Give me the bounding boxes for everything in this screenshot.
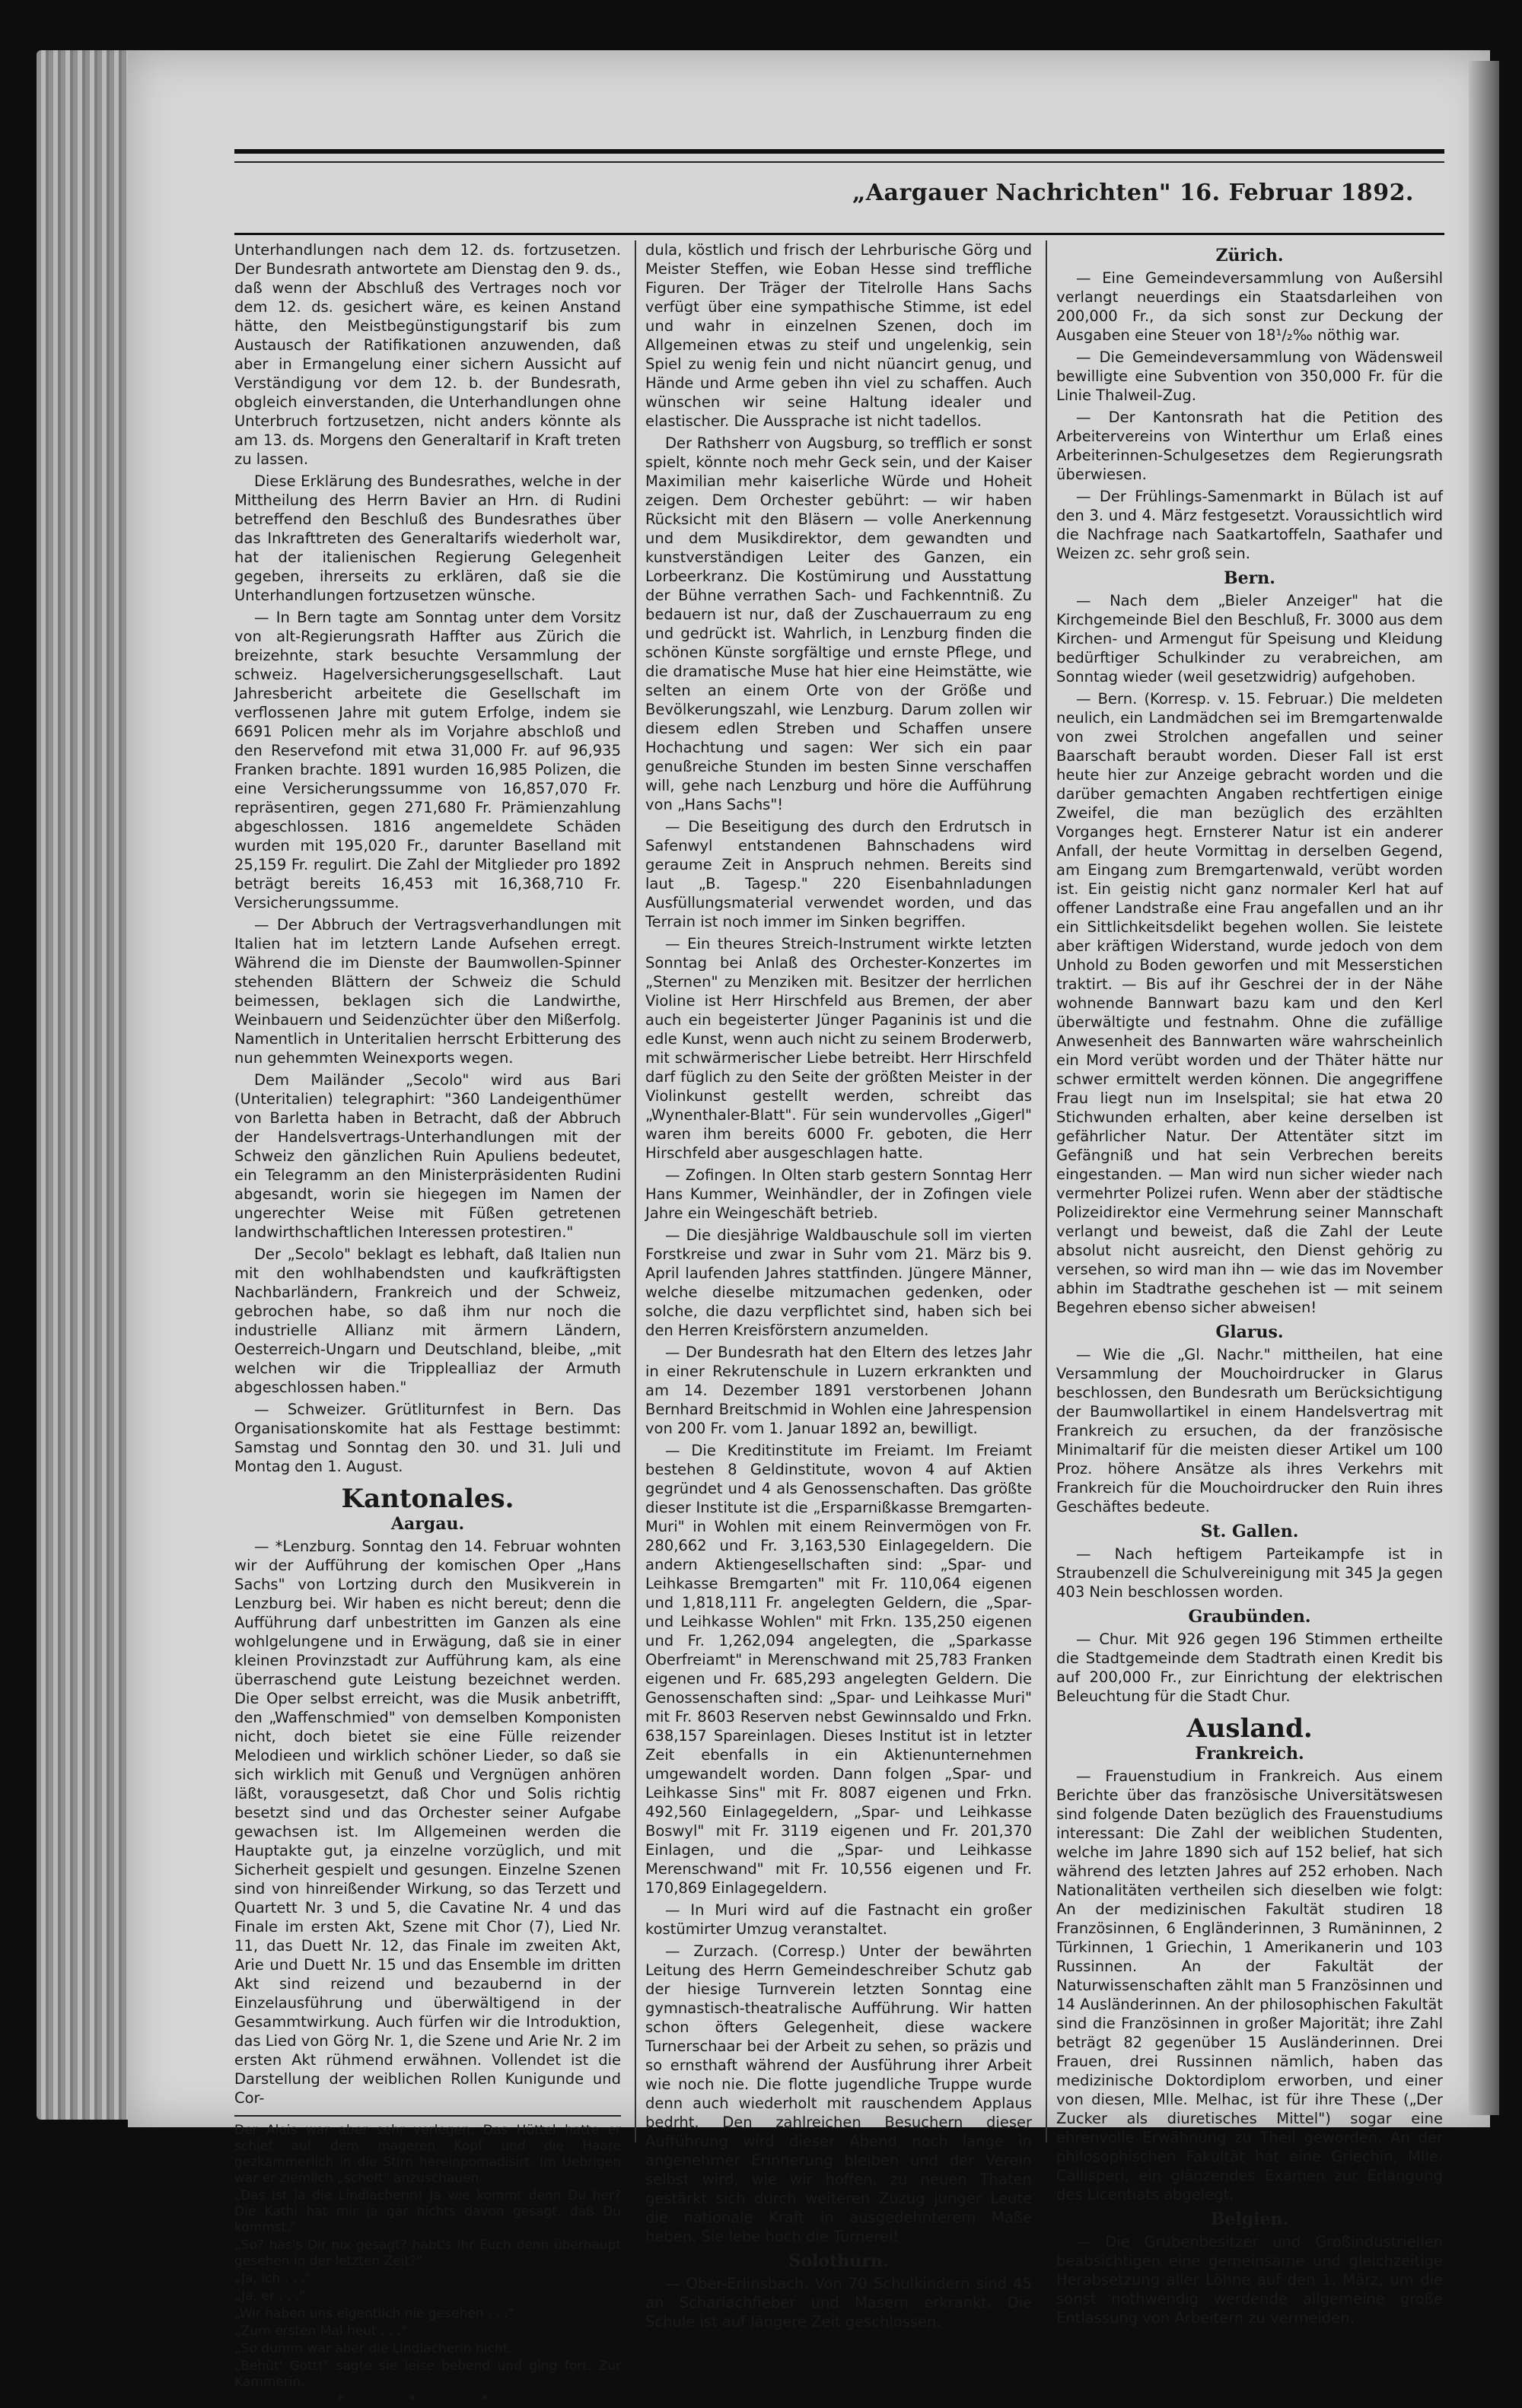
- column-divider: [635, 240, 636, 2142]
- feuilleton-line: „So? has's Dir nix gesagt? habt's Ihr Euch denn überhaupt gesehen in der letzten Zeit?": [234, 2238, 621, 2269]
- paragraph: Dem Mailänder „Secolo" wird aus Bari (Unteritalien) telegraphirt: "360 Landeigenthümer von Barletta haben in Betracht, daß der Abbruch der Handelsvertrags-Unterhandlungen mit der Schweiz den gänzlichen Ruin Apuliens bedeutet, ein Telegramm an den Ministerpräsidenten Rudini abgesandt, worin sie hiegegen im Namen der ungerechter Weise mit Füßen getretenen landwirthschaftlichen Interessen protestiren.": [234, 1071, 621, 1241]
- feuilleton-line: „So dumm war aber die Lindlacherin nicht.: [234, 2341, 512, 2356]
- paragraph: — Schweizer. Grütliturnfest in Bern. Das Organisationskomite hat als Festtage bestimmt: Samstag und Sonntag den 30. und 31. Juli und Montag den 1. August.: [234, 1401, 621, 1475]
- paragraph: — Nach dem „Bieler Anzeiger" hat die Kirchgemeinde Biel den Beschluß, Fr. 3000 aus dem Kirchen- und Armengut für Speisung und Kleidung bedürftiger Schulkinder zu verabreichen, am Sonntag wieder (weil gesetzwidrig) aufgehoben.: [1056, 592, 1443, 686]
- subsection-heading-aargau: Aargau.: [390, 1514, 465, 1534]
- feuilleton-line: „Das ist ja die Lindlacherin! Ja wie kommt denn Du her? Die Kathi hat mir ja gar nichts davon gesagt, daß Du kommst.": [234, 2188, 621, 2235]
- paragraph: Der Rathsherr von Augsburg, so trefflich er sonst spielt, könnte noch mehr Geck sein, und der Kaiser Maximilian mehr kaiserliche Würde und Hoheit zeigen. Dem Orchester gebührt: — wir haben Rücksicht mit den Bläsern — volle Anerkennung und dem Musikdirektor, dem gewandten und kunstverständigen Leiter des Ganzen, ein Lorbeerkranz. Die Kostümirung und Ausstattung der Bühne verrathen Sach- und Fachkenntniß. Zu bedauern ist nur, daß der Zuschauerraum zu eng und gedrückt ist. Wahrlich, in Lenzburg finden die schönen Künste sorgfältige und ernste Pflege, und die dramatische Muse hat hier eine Heimstätte, wie selten an einem Orte von der Größe und Bevölkerungszahl, wie Lenzburg. Darum zollen wir diesem edlen Streben und Schaffen unsere Hochachtung und sagen: Wer sich ein paar genußreiche Stunden im besten Sinne verschaffen will, gehe nach Lenzburg und höre die Aufführung von „Hans Sachs"!: [645, 434, 1032, 813]
- paragraph: — Ober-Erlinsbach. Von 70 Schulkindern sind 45 an Scharlachfieber und Masern erkrankt. Die Schule ist auf längere Zeit geschlossen.: [645, 2275, 1032, 2330]
- column-divider: [1046, 240, 1047, 2142]
- section-heading-ausland: Ausland.: [1186, 1713, 1313, 1744]
- subsection-heading-solothurn: Solothurn.: [788, 2251, 889, 2271]
- paragraph: Der „Secolo" beklagt es lebhaft, daß Italien nun mit den wohlhabendsten und kaufkräftigsten Nachbarländern, Frankreich und der Schweiz, gebrochen habe, so daß ihm nur noch die industrielle Allianz mit ärmern Ländern, Oesterreich-Ungarn und Deutschland, bleibe, „mit welchen wir die Tripplealliaz der Armuth abgeschlossen haben.": [234, 1245, 621, 1396]
- feuilleton-line: Der Alois war aber sehr verlegen. Das Hüttel hatte er schief auf dem mageren Kopf und die Haare gezkammerlich in die Stirn hereinpomadisirt. Im Uebrigen war er ziemlich „schoft" anzuschauen.: [234, 2123, 621, 2186]
- feuilleton-line: „Wir haben uns eigentlich nie gesehen . . .": [234, 2306, 514, 2321]
- subsection-heading-zuerich: Zürich.: [1215, 246, 1284, 266]
- feuilleton-line: „Ja, ich . . .": [234, 2271, 311, 2286]
- separator-stars: * * *: [336, 2392, 519, 2408]
- paragraph: — *Lenzburg. Sonntag den 14. Februar wohnten wir der Aufführung der komischen Oper „Hans Sachs" von Lortzing durch den Musikverein in Lenzburg bei. Wir haben es nicht bereut; denn die Aufführung darf unbestritten im Ganzen als eine wohlgelungene und in Erwägung, daß sie in einer kleinen Provinzstadt zur Aufführung kam, als eine überraschend gute Leistung bezeichnet werden. Die Oper selbst erreicht, was die Musik anbetrifft, den „Waffenschmied" von demselben Komponisten nicht, doch bietet sie eine Fülle reizender Melodieen und wirklich schöner Lieder, so daß sie sich wirklich mit Genuß und Vergnügen anhören läßt, vorausgesetzt, daß Chor und Solis richtig besetzt sind und das Orchester seiner Aufgabe gewachsen ist. Im Allgemeinen werden die Hauptakte gut, ja einzelne vorzüglich, und mit Sicherheit gespielt und gesungen. Einzelne Szenen sind von hinreißender Wirkung, so das Terzett und Quartett Nr. 3 und 5, die Cavatine Nr. 4 und das Finale im ersten Akt, Szene mit Chor (7), Lied Nr. 11, das Duett Nr. 12, das Finale im zweiten Akt, Arie und Duett Nr. 15 und das Ensemble im dritten Akt sind reizend und bezaubernd in der Einzelausführung und überwältigend in der Gesammtwirkung. Auch fürfen wir die Introduktion, das Lied von Görg Nr. 1, die Szene und Arie Nr. 2 im ersten Akt rühmend erwähnen. Vollendet ist die Darstellung der weiblichen Rollen Kunigunde und Cor-: [234, 1538, 621, 2107]
- paragraph: — Der Kantonsrath hat die Petition des Arbeitervereins von Winterthur um Erlaß eines Arbeiterinnen-Schulgesetzes dem Regierungsrath überwiesen.: [1056, 409, 1443, 483]
- paragraph: — In Bern tagte am Sonntag unter dem Vorsitz von alt-Regierungsrath Haffter aus Zürich die breizehnte, stark besuchte Versammlung der schweiz. Hagelversicherungsgesellschaft. Laut Jahresbericht arbeitete die Gesellschaft im verflossenen Jahre mit gutem Erfolge, indem sie 6691 Policen mehr als im Vorjahre abschloß und den Reservefond mit etwa 31,000 Fr. auf 96,935 Franken brachte. 1891 wurden 16,985 Polizen, die eine Versicherungssumme von 16,857,070 Fr. repräsentiren, gegen 271,680 Fr. Prämienzahlung abgeschlossen. 1816 angemeldete Schäden wurden mit 195,020 Fr., darunter Baselland mit 25,159 Fr. regulirt. Die Zahl der Mitglieder pro 1892 beträgt bereits 16,453 mit 16,368,710 Fr. Versicherungssumme.: [234, 609, 621, 911]
- paragraph: Diese Erklärung des Bundesrathes, welche in der Mittheilung des Herrn Bavier an Hrn. di Rudini betreffend den Beschluß des Bundesrathes über das Inkrafttreten des Generaltarifs wiederholt war, hat der italienischen Regierung Gelegenheit gegeben, ihrerseits zu erklären, daß sie die Unterhandlungen fortzusetzen wünsche.: [234, 472, 621, 604]
- page-right-edge: [1469, 61, 1499, 2115]
- paragraph: — Frauenstudium in Frankreich. Aus einem Berichte über das französische Universitätswesen sind folgende Daten bezüglich des Frauenstudiums interessant: Die Zahl der weiblichen Studenten, welche im Jahre 1890 sich auf 152 belief, hat sich während des letzten Jahres auf 252 erhoben. Nach Nationalitäten vertheilen sich dieselben wie folgt: An der medizinischen Fakultät studiren 18 Französinnen, 6 Engländerinnen, 3 Rumäninnen, 2 Türkinnen, 1 Griechin, 1 Amerikanerin und 103 Russinnen. An der Fakultät der Naturwissenschaften zählt man 5 Französinnen und 14 Ausländerinnen. An der philosophischen Fakultät sind die Französinnen in großer Majorität; ihre Zahl beträgt 82 gegenüber 15 Ausländerinnen. Drei Frauen, drei Russinnen nämlich, haben das medizinische Doktordiplom erworben, und einer von diesen, Mlle. Melhac, ist für ihre These („Der Zucker als diuretisches Mittel") sogar eine ehrenvolle Erwähnung zu Theil geworden. An der philosophischen Fakultät hat eine Griechin, Mlle. Callisperi, ein glänzendes Examen zur Erlangung des Licentiats abgelegt.: [1056, 1767, 1443, 2203]
- masthead-title: „Aargauer Nachrichten" 16. Februar 1892.: [852, 180, 1414, 206]
- subsection-heading-st-gallen: St. Gallen.: [1200, 1522, 1299, 1541]
- paragraph: — Eine Gemeindeversammlung von Außersihl verlangt neuerdings ein Staatsdarleihen von 200,000 Fr., da sich sonst zur Deckung der Ausgaben eine Steuer von 18¹/₂‰ nöthig war.: [1056, 269, 1443, 344]
- subsection-heading-graubuenden: Graubünden.: [1188, 1607, 1311, 1627]
- article-columns: [234, 240, 1444, 2408]
- masthead-rule: [234, 161, 1444, 163]
- newspaper-page: [128, 50, 1490, 2408]
- paragraph: — Chur. Mit 926 gegen 196 Stimmen ertheilte die Stadtgemeinde dem Stadtrath einen Kredit bis auf 200,000 Fr., zur Einrichtung der elektrischen Beleuchtung für die Stadt Chur.: [1056, 1630, 1443, 1705]
- paragraph: — Die diesjährige Waldbauschule soll im vierten Forstkreise und zwar in Suhr vom 21. März bis 9. April laufenden Jahres stattfinden. Jüngere Männer, welche dieselbe mitzumachen gedenken, oder solche, die dazu verpflichtet sind, haben sich bei den Herren Kreisförstern anzumelden.: [645, 1226, 1032, 1339]
- masthead: [234, 149, 1444, 235]
- subsection-heading-frankreich: Frankreich.: [1195, 1744, 1304, 1764]
- section-heading-kantonales: Kantonales.: [341, 1484, 514, 1514]
- paragraph: dula, köstlich und frisch der Lehrburische Görg und Meister Steffen, wie Eoban Hesse sind treffliche Figuren. Der Träger der Titelrolle Hans Sachs verfügt über eine sympathische Stimme, ist edel und wahr in einzelnen Szenen, doch im Allgemeinen etwas zu steif und ungelenkig, sein Spiel zu wenig fein und nicht nüancirt genug, und Hände und Arme geben ihn viel zu schaffen. Auch wünschen wir seine Haltung idealer und elastischer. Die Aussprache ist nicht tadellos.: [645, 241, 1032, 430]
- paragraph: — Der Frühlings-Samenmarkt in Bülach ist auf den 3. und 4. März festgesetzt. Voraussichtlich wird die Nachfrage nach Saatkartoffeln, Saathafer und Weizen zc. sehr groß sein.: [1056, 488, 1443, 562]
- subsection-heading-belgien: Belgien.: [1210, 2209, 1289, 2229]
- paragraph: — Zurzach. (Corresp.) Unter der bewährten Leitung des Herrn Gemeindeschreiber Schutz gab der hiesige Turnverein letzten Sonntag eine gymnastisch-theatralische Aufführung. Wir hatten schon öfters Gelegenheit, diese wackere Turnerschaar bei der Arbeit zu sehen, so präzis und so ernsthaft während der Ausführung ihrer Arbeit wie noch nie. Die flotte jugendliche Truppe wurde denn auch wiederholt mit rauschendem Applaus bedrht. Den zahlreichen Besuchern dieser Aufführung wird dieser Abend noch lange in angenehmer Erinnerung bleiben und der Verein selbst wird, wie wir hoffen, zu neuen Thaten gestärkt sich durch weiteren Zuzug junger Leute die nationale Kraft in ausgedehnterem Maße heben. Sie lebe hoch die Turnerei!: [645, 1942, 1032, 2245]
- paragraph: — Die Kreditinstitute im Freiamt. Im Freiamt bestehen 8 Geldinstitute, wovon 4 auf Aktien gegründet und 4 als Genossenschaften. Das größte dieser Institute ist die „Ersparnißkasse Bremgarten-Muri" in Wohlen mit einem Reinvermögen von Fr. 280,662 und Fr. 3,163,530 Einlagegeldern. Die andern Aktiengesellschaften sind: „Spar- und Leihkasse Bremgarten" mit Fr. 110,064 eigenen und 1,818,111 Fr. angelegten Geldern, die „Spar- und Leihkasse Wohlen" mit Frkn. 135,250 eigenen und Fr. 1,262,094 angelegten, die „Sparkasse Oberfreiamt" in Merenschwand mit 25,783 Franken eigenen und Fr. 685,293 angelegten Geldern. Die Genossenschaften sind: „Spar- und Leihkasse Muri" mit Fr. 8603 Reserven nebst Gewinnsaldo und Frkn. 638,157 Spareinlagen. Dieses Institut ist in letzter Zeit ebenfalls in ein Aktienunternehmen umgewandelt worden. Dann folgen „Spar- und Leihkasse Sins" mit Fr. 8087 eigenen und Frkn. 492,560 Einlagegeldern, „Spar- und Leihkasse Boswyl" mit Fr. 3119 eigenen und Fr. 201,370 Einlagen, und die „Spar- und Leihkasse Merenschwand" mit Fr. 10,556 eigenen und Fr. 170,869 Einlagegeldern.: [645, 1442, 1032, 1897]
- paragraph: — Der Bundesrath hat den Eltern des letzes Jahr in einer Rekrutenschule in Luzern erkrankten und am 14. Dezember 1891 verstorbenen Johann Bernhard Breitschmid in Wohlen eine Jahrespension von 200 Fr. vom 1. Januar 1892 an, bewilligt.: [645, 1344, 1032, 1437]
- subsection-heading-bern: Bern.: [1224, 568, 1275, 588]
- paragraph: — Wie die „Gl. Nachr." mittheilen, hat eine Versammlung der Mouchoirdrucker in Glarus beschlossen, den Bundesrath um Berücksichtigung der Baumwollartikel in einem Handelsvertrag mit Frankreich zu ersuchen, da der französische Minimaltarif für die meisten dieser Artikel um 100 Proz. höhere Ansätze als ihres Verkehrs mit Frankreich für die Mouchoirdrucker den Ruin ihres Geschäftes bedeute.: [1056, 1346, 1443, 1516]
- paragraph: — Bern. (Korresp. v. 15. Februar.) Die meldeten neulich, ein Landmädchen sei im Bremgartenwalde von zwei Strolchen angefallen und seiner Baarschaft beraubt worden. Dieser Fall ist erst heute hier zur Anzeige gebracht worden und die darüber gemachten Angaben rechtfertigen einige Zweifel, die man bezüglich des erzählten Vorganges hegt. Ernsterer Natur ist ein anderer Anfall, der heute Vormittag in derselben Gegend, am Eingang zum Bremgartenwald, verübt worden ist. Ein geistig nicht ganz normaler Kerl hat auf offener Landstraße eine Frau angefallen und an ihr ein Sittlichkeitsdelikt begehen wollen. Sie leistete aber kräftigen Widerstand, wurde jedoch von dem Unhold zu Boden geworfen und mit Messerstichen traktirt. — Bis auf ihr Geschrei der in der Nähe wohnende Bannwart bazu kam und den Kerl überwältigte und festnahm. Ohne die zufällige Anwesenheit des Bannwarten wäre wahrscheinlich ein Mord verübt worden und der Thäter hätte nur schwer ermittelt werden können. Die angegriffene Frau liegt nun im Inselspital; sie hat etwa 20 Stichwunden erhalten, aber keine derselben ist gefährlicher Natur. Der Attentäter sitzt im Gefängniß und hat sein Verbrechen bereits eingestanden. — Man wird nun sicher wieder nach vermehrter Polizei rufen. Wenn aber der städtische Polizeidirektor eine Vermehrung seiner Mannschaft verlangt und beweist, daß die Zahl der Leute absolut nicht ausreicht, den Dienst gehörig zu versehen, so wird man ihn — wie das im November abhin im Stadtrathe geschehen ist — mit seinem Begehren ebenso sicher abweisen!: [1056, 690, 1443, 1316]
- paragraph: Unterhandlungen nach dem 12. ds. fortzusetzen. Der Bundesrath antwortete am Dienstag den 9. ds., daß wenn der Abschluß des Vertrages noch vor dem 12. ds. gesichert wäre, es keinen Anstand hätte, den Meistbegünstigungstarif bis zum Austausch der Ratifikationen anzuwenden, daß aber in Ermangelung einer sichern Aussicht auf Verständigung vor dem 12. b. der Bundesrath, obgleich einverstanden, die Unterhandlungen ohne Unterbruch fortzusetzen, nicht anders könnte als am 13. ds. Morgens den Generaltarif in Kraft treten zu lassen.: [234, 241, 621, 468]
- paragraph: — Die Beseitigung des durch den Erdrutsch in Safenwyl entstandenen Bahnschadens wird geraume Zeit in Anspruch nehmen. Bereits sind laut „B. Tagesp." 220 Eisenbahnladungen Ausfüllungsmaterial verwendet worden, und das Terrain ist noch immer im Sinken begriffen.: [645, 818, 1032, 930]
- feuilleton-line: „Behüt' Gott!" sagte sie leise bebend und ging fort. Zur Kammerin.: [234, 2359, 621, 2390]
- book-page-edges: [37, 50, 128, 2120]
- paragraph: — Nach heftigem Parteikampfe ist in Straubenzell die Schulvereinigung mit 345 Ja gegen 403 Nein beschlossen worden.: [1056, 1545, 1443, 1601]
- paragraph: — In Muri wird auf die Fastnacht ein großer kostümirter Umzug veranstaltet.: [645, 1901, 1032, 1938]
- paragraph: — Zofingen. In Olten starb gestern Sonntag Herr Hans Kummer, Weinhändler, der in Zofingen viele Jahre ein Weingeschäft betrieb.: [645, 1166, 1032, 1222]
- column-1: [234, 240, 621, 2408]
- paragraph: — Die Grubenbesitzer und Großindustriellen beabsichtigen eine gemeinsame und gleichzeitige Herabsetzung aller Löhne auf den 1. März, um die sonst nothwendig werdende allgemeine große Entlassung von Arbeitern zu vermeiden.: [1056, 2233, 1443, 2327]
- paragraph: — Der Abbruch der Vertragsverhandlungen mit Italien hat im letztern Lande Aufsehen erregt. Während die im Dienste der Baumwollen-Spinner stehenden Blättern der Schweiz die Schuld beimessen, beklagen sich die Landwirthe, Weinbauern und Seidenzüchter über den Mißerfolg. Namentlich in Unteritalien herrscht Erbitterung des nun gehemmten Weinexports wegen.: [234, 916, 621, 1067]
- feuilleton: [234, 2115, 621, 2408]
- paragraph: — Ein theures Streich-Instrument wirkte letzten Sonntag bei Anlaß des Orchester-Konzertes im „Sternen" zu Menziken mit. Besitzer der herrlichen Violine ist Herr Hirschfeld aus Bremen, der aber auch ein begeisterter Jünger Paganinis ist und die edle Kunst, wenn auch nicht zu seinem Broderwerb, mit schwärmerischer Liebe betreibt. Herr Hirschfeld darf füglich zu den Seite der größten Meister in der Violinkunst gestellt werden, schreibt das „Wynenthaler-Blatt". Für sein wundervolles „Gigerl" waren ihm bereits 6000 Fr. geboten, die Herr Hirschfeld aber ausgeschlagen hatte.: [645, 935, 1032, 1162]
- feuilleton-line: „Ja, er . . .": [234, 2289, 306, 2304]
- paragraph: — Die Gemeindeversammlung von Wädensweil bewilligte eine Subvention von 350,000 Fr. für die Linie Thalweil-Zug.: [1056, 348, 1443, 404]
- column-3: [1056, 240, 1443, 2327]
- subsection-heading-glarus: Glarus.: [1215, 1322, 1284, 1342]
- feuilleton-line: „Zum ersten Mal heut . . .": [234, 2324, 407, 2339]
- column-2: [645, 240, 1032, 2330]
